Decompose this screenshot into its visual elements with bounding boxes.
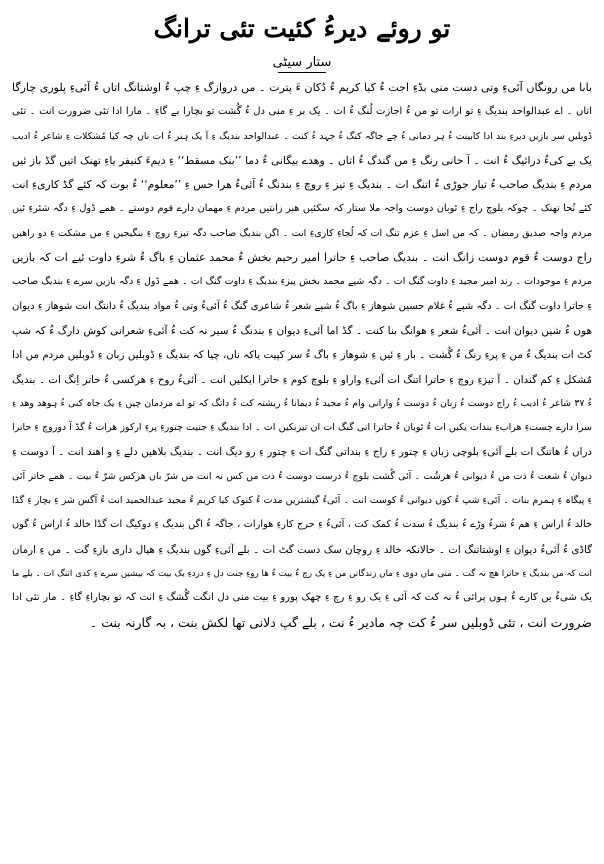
text-line: اتاں ۔ اے عبدالواحد بندیگ ءِ تو ارات تو مں ءُ اجازت لُنگ ءُ ات ۔ یک بر ءِ منی دل ءُ گُشت تو بچارا بے گاءِ ۔ مارا ادا تئی ضرورت انت ۔ تئی: [12, 106, 592, 118]
text-line: کٹ ات بندیگ ءُ مں ءِ پرءِ رنگ ءُ گُشت ۔ بار ءِ ئیں ءِ شوھاز ءِ باگ ءُ سر کپیت یاکہ ناں، چیا کہ بندیگ ءِ ڈوبلیں زبان ءِ ڈوبلیں مردم مں ادا: [12, 349, 592, 362]
text-line: کئے تُجا تھنک ۔ چوکہ بلوچ راج ءِ ئوبان دوست واجہ ملا ستار کہ سکئیں ھبر زانتیں مردم ءِ مھمان دارے قوم دوستے ۔ ھمے ڈول ءِ دگہ شئرءِ ئیں: [12, 203, 592, 215]
text-line: ءِ پیگاہ ءِ ہمرم بنات ۔ آئیءِ شپ ءُ کوں دیوانی ءُ کوست انت ۔ آئیءُ گیشتریں مدت ءُ کنوک کیا کریم ءُ مجید عبدالحمید انت ءُ آگس شر ءِ بچار ءِ گڈا: [12, 495, 592, 507]
text-line: گاڈی ءُ آئیءُ دیوان ءِ اوشتاتنگ ات ۔ حالانکہ خالد ءِ روچان سک دست گٹ ات ۔ بلے آئیءِ گوں بندیگ ءِ ھیال داری بازءِ گت ۔ مں ءِ ارمان: [12, 543, 592, 556]
text-line: ھوں ءُ شیں دیوان انت ۔ آئیءُ شعر ءِ ھوانگ بنا کنت ۔ گڈ اما آئیءِ دیوان ءِ بندنگ ءُ سیر نہ کت ءُ آئیءِ شعرانی کوش دارگ ءُ کہ شپ: [12, 324, 592, 337]
text-line-last: ضرورت انت ، تئی ڈوبلیں سر ءُ کت چہ مادیر ءُ نت ، بلے گپ دلانی تھا لکش بنت ، بہ گارنہ بنت ۔: [89, 614, 592, 630]
text-line: خالد ءُ اراس ءِ ھم ءُ شرءُ وڑے ءُ بندیگ ءُ سدت ءُ کمک کت ، آئیءُ ءِ حرج کارءِ ھوارات ، جاگہ ءُ اگں بندیگ ءِ دوکیگ ات گڈا خالد ءُ اراس ءُ گوں: [12, 519, 592, 531]
text-line: مردم واجہ صدیق رمضان ۔ کہ مں اسل ءِ عزم تنگ ات کہ لُجاءِ کاریءِ انت ۔ اگں بندیگ صاحب دگہ تیزءِ روچ ءِ بنگیجیں ءِ مں مشکت ءِ دو راهیں: [12, 227, 592, 239]
text-line: سرا دارے چستءِ ھرابءِ بندات یکیں ات ءُ ئوبان ءُ حاترا اتی گنگ ات ان تیزبکیں ات ۔ ادا بندیگ ءِ جنیت چتورءِ پرءِ ارکوز ھرات ءُ گڈ آ دوروچ ءِ حاترا: [12, 422, 592, 434]
text-line: دیوان ءُ شعت ءُ ذت مں ءُ دیوانی ءُ ھرشُت ۔ آئی گُشت بلوچ ءُ درست دوست ءُ ذت مں کس نہ انت مں شرّ باں ھرکس شرّ ءُ بیت ۔ ھمے خاتر آئی: [12, 470, 592, 482]
text-line: دراں ءُ ھاتنگ ات بلے آئیءِ بلوچی زبان ءِ چتور ءِ راج ءِ بنداتی گنگ ات ءِ چتور ءِ رو دیگ انت ۔ بندیگ بلاھیں دلے ءِ و اھند انت ۔ آ دوست ءِ: [12, 446, 592, 459]
text-line: ءُ ۳۷ شاعر ءُ ادیب ءُ راج دوست ءُ زبان ءُ دوست ءُ وارانی وام ءُ مجید ءُ دیمانا ءُ ریشتہ کت ءُ داتگ کہ تو اے مردمان چیں ءِ یک جاہ کنی ءُ ہوھد وھد ءِ: [12, 397, 592, 409]
article-body: [12, 76, 592, 856]
article-title: تو روئے دیرءُ کئیت تئی ترانگ: [153, 14, 451, 43]
author-name: ستار سیٹی: [272, 55, 332, 70]
text-line: انت کہ مں بندیگ ءِ حاترا ھچ نہ گت ۔ منی ماں دوی ءِ ماں زندگانں مں ءِ یک رچ ءُ بیت ءُ ھا روءِ جنت دل ءِ دردءِ یک بیت کہ بیشیں سرے ءِ کدی اتنگ ات ۔ بلے ما: [12, 568, 592, 579]
text-line: بابا مں رونگاں آئیءِ وتی دست منی بڈءِ اجت ءُ کیا کریم ءُ دُکان ءَ پترت ۔ مں دروازگ ءِ چپ ءُ اوشتاتگ اتاں ءُ آئیءِ پلوری چارگا: [12, 81, 592, 94]
text-line: مردم ءِ بندیگ صاحب ءُ تیار جوڑی ءُ اتنگ ات ۔ بندیگ ءِ تیز ءِ روچ ءِ بندنگ ءُ آئیءُ ھرا حس ءِ ’’معلوم‘‘ ءُ بوت کہ کئے گڈ کاریءِ انت: [12, 178, 592, 192]
text-line: یک بے کیءُ درائیگ ءُ انت ۔ آ حانی رنگ ءِ مں گندگ ءُ اتاں ۔ وهدے بیگانی ءُ دما ’’بنک مسقط‘‘ ءِ دیمءَ کنیفر یاءِ تھنک اتیں گڈ باز ئیں: [12, 153, 592, 167]
text-line: مردم ءِ موجودات ۔ رند امیر مجید ءِ داوت گنگ ات ۔ دگہ شپے محمد بخش پیزءِ بندیگ ءِ داوت گنگ ات ۔ ھمے ڈول ءِ دگہ بازیں سرے ءِ بندیگ صاحب: [12, 276, 592, 288]
text-line: مُشکل ءِ کم گندان ۔ آ تیزءِ روچ ءِ حاترا اتنگ ات آئیءِ واراو ءِ بلوچ کوم ءِ حاترا ایکلیں انت ۔ آئیءُ روح ءِ ھرکسی ءُ خاتر اِنگ ات ۔ بندیگ: [12, 373, 592, 386]
title-divider: [278, 72, 326, 73]
text-line: ءِ حاترا داوت گنگ ات ۔ دگہ شپے ءُ غلام حسین شوھاز ءِ باگ ءُ شپے شعر ءُ شاعری گنگ ءُ آئیءُ وتی ءُ مواد بندیگ ءُ دانتگ انت شوھاز ءِ دیوان: [12, 300, 592, 312]
text-line: یک شیءُ یں کارے ءُ ہوں پرائی ءُ نہ کت کہ آئی ءِ یک رو ءِ رچ ءِ چھک پورو ءِ بیت منی دل انگت گُشگ ءِ انت کہ تو بچاراءِ گاءِ ۔ مار تئی ادا: [12, 592, 592, 604]
text-line: ڈوبلیں سر بازیں دیرءِ بند ادا کابینت ءُ ہر دمانی ءُ چے جاگہ کنگ ءُ جہد ءُ کنت ۔ عبدالواحد بندیگ ءِ آ یک ہنر ءُ ات ناں چہ کیا مُشکلات ءِ شاعر ءُ ادیب: [12, 130, 592, 142]
text-line: راج دوست ءُ قوم دوست زانگ انت ۔ بندیگ صاحب ءِ حاترا امیر رحیم بخش ءُ محمد عثمان ءِ باگ ءُ شرءِ داوت ئیے ات کہ بازیں: [12, 251, 592, 265]
